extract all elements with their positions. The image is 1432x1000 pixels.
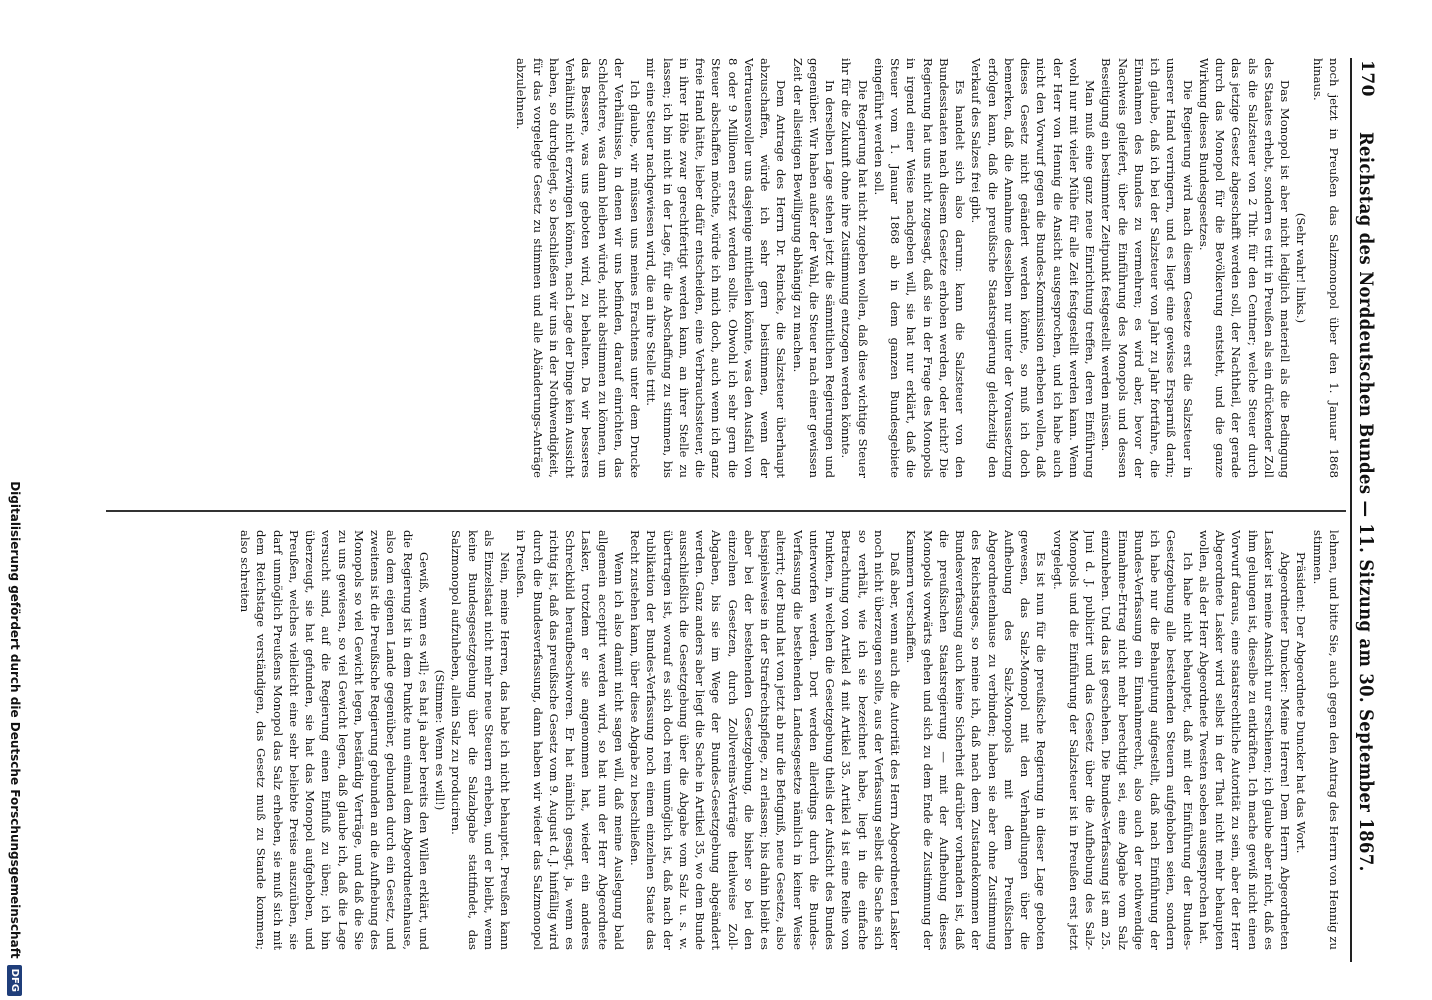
paragraph: Das Monopol ist aber nicht lediglich materiell als die Bedingung des Staates erhebt, sondern es tritt in Preußen als ein drückender Zoll als die Salzsteuer von 2 Thlr. für den Centner; welche Steuer durch das jetzige Gesetz abgeschafft werden soll, der Nachtheil, der gerade durch das Monopol für die Bevölkerung entsteht, und die ganze Wirkung dieses Bundesgesetzes.	[1197, 58, 1293, 478]
paragraph: Es ist nun für die preußische Regierung in dieser Lage geboten gewesen, das Salz-Monopol mit den Verhandlungen über die Aufhebung des Salz-Monopols mit dem Preußischen Abgeordnetenhause zu verbinden; haben sie aber ohne Zustimmung des Reichstages, so meine ich, daß nach dem Zustandekommen der Bundesverfassung auch keine Sicherheit darüber vorhanden ist, daß die preußischen Staatsregierung — mit der Aufhebung dieses Monopols vorwärts gehen und sich zu dem Ende die Zustimmung der Kammern verschaffen.	[904, 530, 1049, 950]
left-column	[102, 58, 1342, 478]
dfg-logo-text: DFG	[9, 968, 21, 992]
paragraph: Die Regierung wird nach diesem Gesetze erst die Salzsteuer in unserer Hand verringern, und es liegt eine gewisse Ersparniß darin; ich glaube, daß ich bei der Salzsteuer von Jahr zu Jahr fortfahre, die Einnahmen des Bundes zu vermehren; es wird aber, bevor der Nachweis geliefert, über die Einführung des Monopols und dessen Beseitigung ein bestimmter Zeitpunkt festgestellt werden müssen.	[1099, 58, 1195, 478]
dfg-logo	[8, 965, 23, 996]
paragraph: Daß aber, wenn auch die Autorität des Herrn Abgeordneten Lasker noch nicht überzeugen sollte, aus der Verfassung selbst die Sache sich so verhält, wie ich sie bezeichnet habe, liegt in die einfache Betrachtung von Artikel 4 mit Artikel 35. Artikel 4 ist eine Reihe von Punkten, in welchen die Gesetzgebung theils der Aufsicht des Bundes unterworfen werden. Dort werden allerdings durch die Bundes-Verfassung die bestehenden Landesgesetze nämlich in keiner Weise alterirt; der Bund hat von jetzt ab nur die Befugniß, neue Gesetze, also beispielsweise in der Strafrechtspflege, zu erlassen; bis dahin bleibt es aber bei der bestehenden Gesetzgebung, die bisher so bei den einzelnen Gesetzen, durch Zollvereins-Verträge theilweise Zoll-Abgaben, bis sie im Wege der Bundes-Gesetzgebung abgeändert werden. Ganz anders aber liegt die Sache in Artikel 35, wo dem Bunde ausschließlich die Gesetzgebung über die Abgabe vom Salz u. s. w. übertragen ist, worauf es sich doch rein unmöglich ist, daß nach der Publikation der Bundes-Verfassung noch einem einzelnen Staate das Recht zustehen kann, über diese Abgabe zu beschließen.	[628, 530, 903, 950]
digitization-credit	[4, 0, 26, 1000]
paragraph: noch jetzt in Preußen das Salzmonopol über den 1. Januar 1868 hinaus.	[1310, 58, 1341, 478]
paragraph: Präsident: Der Abgeordnete Duncker hat das Wort.	[1294, 552, 1309, 854]
page-number: 170	[1357, 60, 1377, 97]
paragraph: Es handelt sich also darum: kann die Salzsteuer von den Bundesstaaten nach diesem Gesetze erhoben werden, oder nicht? Die Regierung hat uns nicht zugesagt, daß sie in der Frage des Monopols in irgend einer Weise nachgeben will, sie hat nur erklärt, daß die Steuer vom 1. Januar 1868 ab in dem ganzen Bundesgebiete eingeführt werden soll.	[872, 58, 968, 478]
running-title: Reichstag des Norddeutschen Bundes — 11. Sitzung am 30. September 1867.	[1355, 132, 1377, 872]
document-page	[60, 58, 1380, 962]
paragraph: Dem Antrage des Herrn Dr. Reincke, die Salzsteuer überhaupt abzuschaffen, würde ich sehr gern beistimmen, wenn der Vertrauensvoller uns dasjenige mittheilen könnte, was den Ausfall von 8 oder 9 Millionen ersetzt werden sollte. Obwohl ich sehr gern die Steuer abschaffen möchte, würde ich mich doch, auch wenn ich ganz freie Hand hätte, lieber dafür entscheiden, eine Verbrauchssteuer, die in ihrer Höhe zwar gerechtfertigt werden kann, an ihrer Stelle zu lassen; ich bin nicht in der Lage, für die Abschaffung zu stimmen, bis mir eine Steuer nachgewiesen wird, die an ihre Stelle tritt.	[644, 58, 789, 478]
paragraph: Ich glaube, wir müssen uns meines Erachtens unter dem Drucke der Verhältnisse, in denen wir uns befinden, darauf einrichten, das Schlechtere, was dann bleiben würde, nicht abstimmen zu können, um das Bessere, was uns geboten wird, zu behalten. Da wir besseres Verhältniß nicht erzwingen können, nach Lage der Dinge kein Aussicht haben, so durchgelegt, so beschließen wir uns in der Nothwendigkeit, für das vorgelegte Gesetz zu stimmen und alle Abänderungs-Anträge abzulehnen.	[514, 58, 643, 478]
credit-text: Digitalisierung gefördert durch die Deutsche Forschungsgemeinschaft	[8, 481, 22, 959]
paragraph: Nein, meine Herren, das habe ich nicht behauptet. Preußen kann als Einzelstaat nicht mehr neue Steuern erheben, und er bleibt, wenn keine Bundesgesetzgebung über die Salzabgabe stattfindet, das Salzmonopol aufzuheben, allein Salz zu produciren.	[449, 530, 513, 950]
right-column	[102, 530, 1342, 950]
paragraph: Gewiß, wenn es will; es hat ja aber bereits den Willen erklärt, und die Regierung ist in dem Punkte nun einmal dem Abgeordnetenhause, also dem eigenen Lande gegenüber, gebunden durch ein Gesetz, und zweitens ist die Preußische Regierung gebunden an die Aufhebung des Monopols so viel Gewicht legen, beständig Verträge, und daß die Sie zu uns gewiesen, so viel Gewicht legen, daß glaube ich, daß die Lage versucht sind, auf die Regierung einen Einfluß zu üben; ich bin überzeugt, sie hat gefunden, sie hat das Monopol aufgehoben, und Preußen, welches vielleicht eine sehr beliebte Preise auszuüben, sie darf unmöglich Preußens Monopol das Salz erheben, sie muß sich mit dem Reichstage verständigen, das Gesetz muß zu Stande kommen; also schreiten	[238, 530, 431, 950]
paragraph: Wenn ich also damit nicht sagen will, daß meine Auslegung bald allgemein acceptirt werden wird, so hat nun der Herr Abgeordnete Lasker, trotzdem er sie angenommen hat, wieder ein anderes Schreckbild heraufbeschworen. Er hat nämlich gesagt, ja, wenn es richtig ist, daß das preußische Gesetz vom 9. August d. J. hinfällig wird durch die Bundesverfassung, dann haben wir wieder das Salzmonopol in Preußen.	[514, 530, 626, 950]
paragraph: (Sehr wahr! links.)	[1294, 212, 1309, 324]
paragraph: Die Regierung hat nicht zugeben wollen, daß diese wichtige Steuer ihr für die Zukunft ohne ihre Zustimmung entzogen werden könnte.	[839, 58, 870, 478]
paragraph: (Stimme: Wenn es will!)	[433, 669, 448, 811]
page-header	[1350, 58, 1380, 962]
paragraph: Ich habe nicht behauptet, daß mit der Einführung der Bundes-Gesetzgebung alle bestehenden Steuern aufgehoben seien, sondern ich habe nur die Behauptung aufgestellt, daß nach Einführung der Bundes-Verfassung ein Einnahmerecht, also auch der nothwendige Einnahme-Ertrag nicht mehr berechtigt sei, eine Abgabe vom Salz einzuheben. Und das ist geschehen. Die Bundes-Verfassung ist am 25. Juni d. J. publicirt und das Gesetz über die Aufhebung des Salz-Monopols und die Einführung der Salzsteuer ist in Preußen erst jetzt vorgelegt.	[1050, 530, 1195, 950]
paragraph: Man muß eine ganz neue Einrichtung treffen, deren Einführung wohl nur mit vieler Mühe für alle Zeit festgestellt werden kann. Wenn der Herr von Hennig die Ansicht ausgesprochen, und ich habe auch nicht den Vorwurf gegen die Bundes-Kommission erheben wollen, daß dieses Gesetz nicht geändert werden könnte, so muß ich doch bemerken, daß die Annahme desselben nur unter der Voraussetzung erfolgen kann, daß die preußische Staatsregierung gleichzeitig den Verkauf des Salzes frei gibt.	[969, 58, 1098, 478]
paragraph: lehnen, und bitte Sie, auch gegen den Antrag des Herrn von Hennig zu stimmen.	[1310, 530, 1341, 950]
paragraph: In derselben Lage stehen jetzt die sämmtlichen Regierungen und gegenüber. Wir haben außer der Wahl, die Steuer nach einer gewissen Zeit der allseitigen Bewilligung abhängig zu machen.	[790, 58, 838, 478]
column-divider	[106, 510, 1346, 512]
paragraph: Abgeordneter Duncker: Meine Herren! Dem Herrn Abgeordneten Lasker ist meine Ansicht nur erschienen; ich glaube aber nicht, daß es ihm gelungen ist, dieselbe zu entkräften. Ich mache gewiß nicht einen Vorwurf daraus, eine staatsrechtliche Autorität zu sein, aber der Herr Abgeordnete Lasker wird selbst in der That nicht mehr behaupten wollen, als der Herr Abgeordnete Twesten soeben ausgesprochen hat.	[1197, 530, 1293, 950]
